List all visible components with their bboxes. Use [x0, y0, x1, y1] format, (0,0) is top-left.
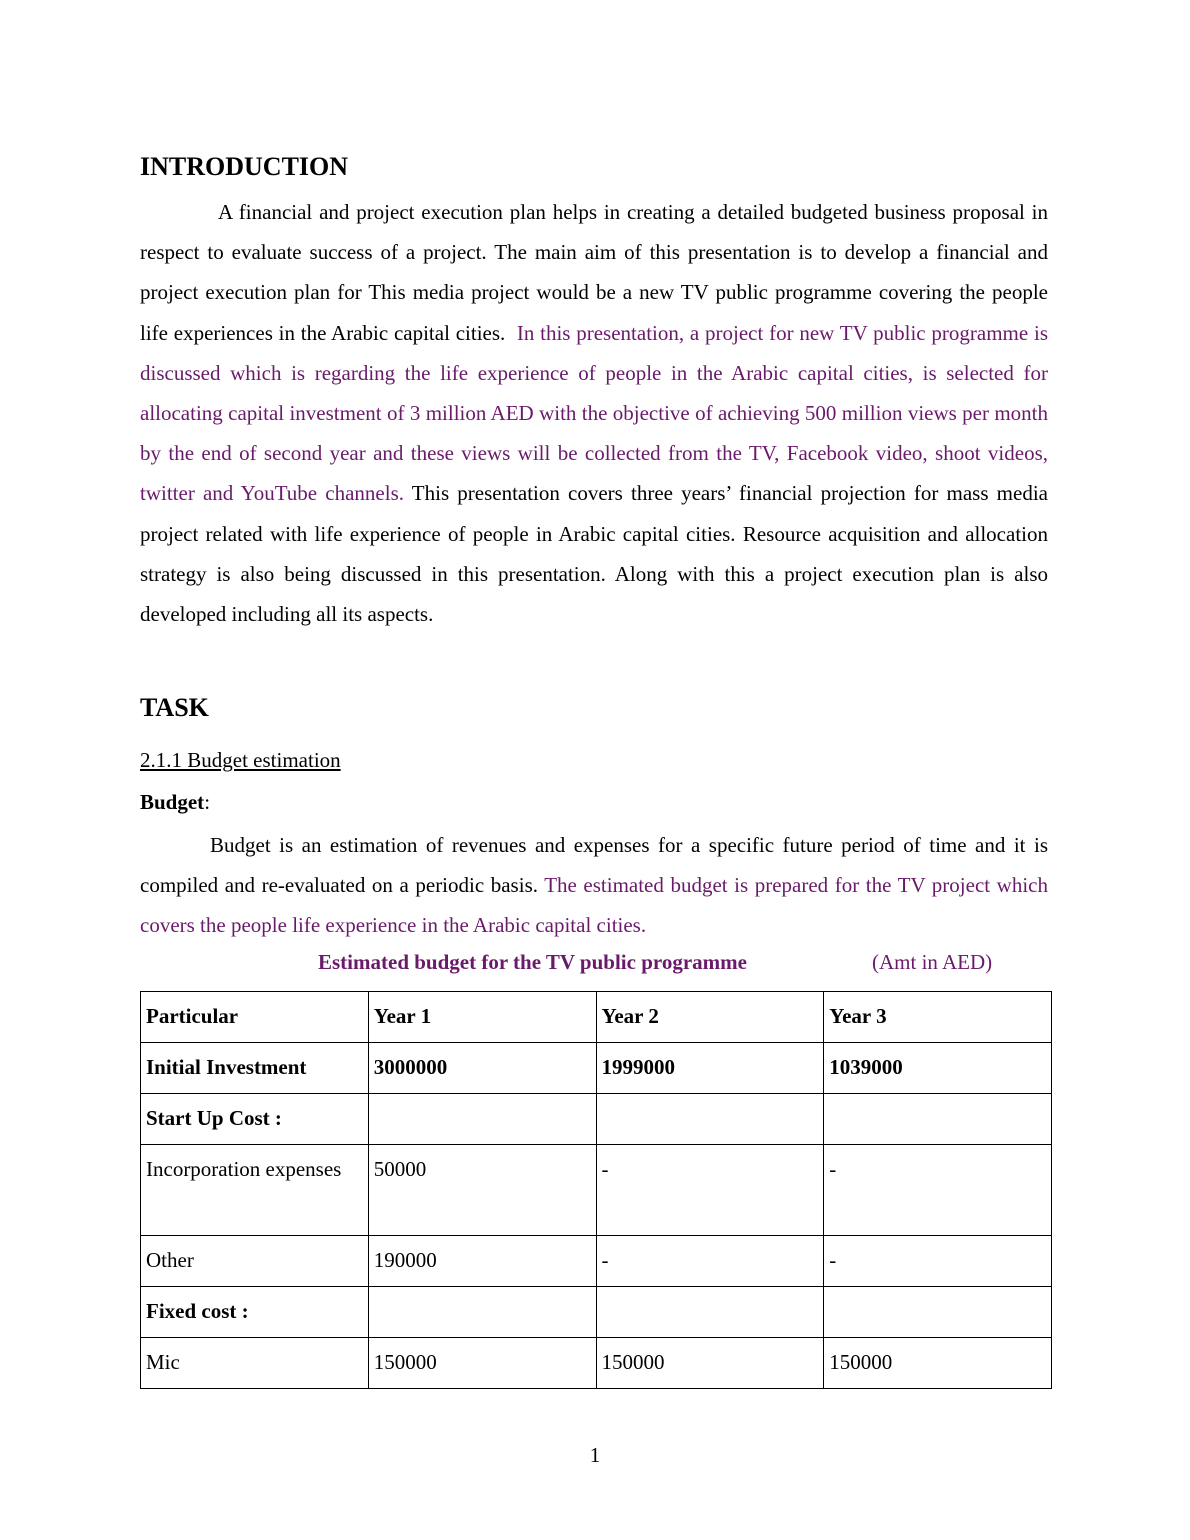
table-cell: -: [596, 1145, 824, 1236]
table-cell: 50000: [368, 1145, 596, 1236]
budget-label: [140, 790, 210, 815]
intro-text-2: This presentation covers three years’ financial projection for mass media project related with life experience of people in Arabic capital cities. Resource acquisition and allocation strategy is also being discussed in this presentation. Along with this a project execution plan is also developed including all its aspects.: [140, 481, 1048, 627]
table-cell: Initial Investment: [141, 1043, 369, 1094]
header-particular: Particular: [141, 992, 369, 1043]
introduction-heading: INTRODUCTION: [140, 152, 349, 181]
page-number: 1: [589, 1443, 601, 1467]
subsection-title: 2.1.1 Budget estimation: [140, 748, 341, 772]
header-year-2: Year 2: [596, 992, 824, 1043]
table-cell: 150000: [368, 1338, 596, 1389]
table-cell: -: [824, 1236, 1052, 1287]
table-cell: 1999000: [596, 1043, 824, 1094]
intro-text-1: A financial and project execution plan helps in creating a detailed budgeted business proposal in respect to evaluate success of a project. The main aim of this presentation is to develop a financial and project execution plan for This media project would be a new TV public programme covering the people life experiences in the Arabic capital cities.: [140, 200, 1048, 345]
table-cell: Mic: [141, 1338, 369, 1389]
table-cell: [368, 1094, 596, 1145]
intro-highlighted-text: In this presentation, a project for new TV public programme is discussed which is regarding the life experience of people in the Arabic capital cities, is selected for allocating capital investment of 3 million AED with the objective of achieving 500 million views per month by the end of second year and these views will be collected from the TV, Facebook video, shoot videos, twitter and YouTube channels.: [140, 320, 1048, 506]
table-row: [141, 1236, 1052, 1287]
budget-paragraph: [140, 825, 1048, 946]
table-cell: Start Up Cost :: [141, 1094, 369, 1145]
table-unit: (Amt in AED): [872, 950, 993, 974]
table-cell: [368, 1287, 596, 1338]
table-cell: -: [596, 1236, 824, 1287]
table-cell: 150000: [596, 1338, 824, 1389]
table-row: [141, 1094, 1052, 1145]
header-year-1: Year 1: [368, 992, 596, 1043]
table-cell: -: [824, 1145, 1052, 1236]
table-title: Estimated budget for the TV public programme: [318, 950, 747, 974]
table-cell: [824, 1287, 1052, 1338]
table-cell: [596, 1287, 824, 1338]
table-cell: Fixed cost :: [141, 1287, 369, 1338]
table-row: [141, 1145, 1052, 1236]
budget-highlighted-text: The estimated budget is prepared for the TV project which covers the people life experience in the Arabic capital cities.: [140, 873, 1048, 938]
table-row: [141, 1338, 1052, 1389]
table-cell: Other: [141, 1236, 369, 1287]
task-heading: TASK: [140, 693, 209, 722]
budget-label-text: Budget: [140, 790, 205, 814]
table-cell: [824, 1094, 1052, 1145]
table-cell: 190000: [368, 1236, 596, 1287]
table-cell: Incorporation expenses: [141, 1145, 369, 1236]
table-cell: 1039000: [824, 1043, 1052, 1094]
budget-table: [140, 991, 1052, 1389]
budget-label-colon: :: [204, 790, 211, 814]
header-year-3: Year 3: [824, 992, 1052, 1043]
table-cell: 150000: [824, 1338, 1052, 1389]
table-row: [141, 1287, 1052, 1338]
table-cell: [596, 1094, 824, 1145]
table-row: [141, 1043, 1052, 1094]
table-header-row: [141, 992, 1052, 1043]
introduction-paragraph: [140, 192, 1048, 634]
budget-text: Budget is an estimation of revenues and expenses for a specific future period of time and it is compiled and re-evaluated on a periodic basis.: [140, 833, 1048, 898]
table-cell: 3000000: [368, 1043, 596, 1094]
